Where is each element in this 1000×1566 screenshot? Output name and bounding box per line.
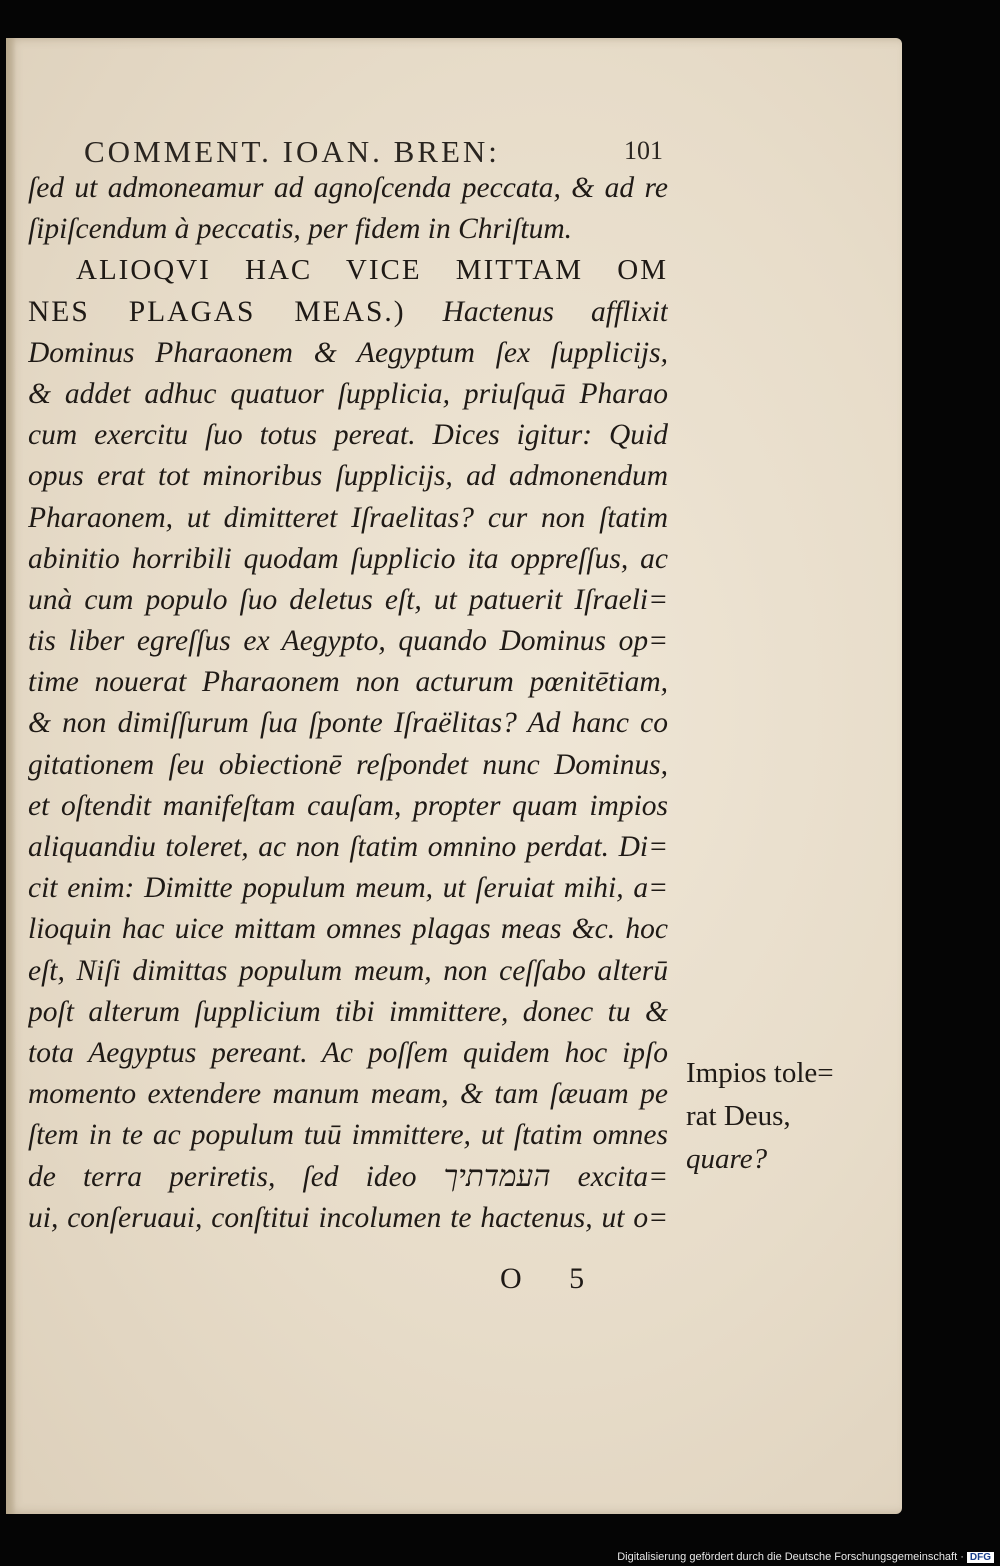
text-line: lioquin hac uice mittam omnes plagas meas &c. hoc [28, 913, 668, 946]
text-line: de terra periretis, ſed ideo העמדתיך excita= [28, 1160, 668, 1193]
marginal-note [686, 1052, 856, 1181]
text-line: momento extendere manum meam, & tam ſæuam pe [28, 1078, 668, 1111]
text-line: tis liber egreſſus ex Aegypto, quando Dominus op= [28, 625, 668, 658]
lemma-caps: NES PLAGAS MEAS.) [28, 295, 406, 328]
text-line: abinitio horribili quodam ſupplicio ita oppreſſus, ac [28, 542, 668, 575]
text-line: poſt alterum ſupplicium tibi immittere, donec tu & [28, 995, 668, 1028]
text-line: time nouerat Pharaonem non acturum pœnitētiam, [28, 666, 668, 699]
page-gutter-shadow [6, 38, 16, 1514]
text-line: tota Aegyptus pereant. Ac poſſem quidem hoc ipſo [28, 1036, 668, 1069]
text-line: ſtem in te ac populum tuū immittere, ut ſtatim omnes [28, 1119, 668, 1152]
text-line: ALIOQVI HAC VICE MITTAM OM [76, 254, 668, 287]
text-line: eſt, Niſi dimittas populum meum, non ceſſabo alterū [28, 954, 668, 987]
text-line: et oſtendit manifeſtam cauſam, propter quam impios [28, 789, 668, 822]
text-line: unà cum populo ſuo deletus eſt, ut patuerit Iſraeli= [28, 583, 668, 616]
marginal-note-line: Impios tole= [686, 1057, 834, 1089]
text-line: ſipiſcendum à peccatis, per fidem in Chriſtum. [28, 213, 573, 246]
dfg-logo-icon: DFG [967, 1552, 994, 1563]
text-line: gitationem ſeu obiectionē reſpondet nunc Dominus, [28, 748, 668, 781]
text-line: Pharaonem, ut dimitteret Iſraelitas? cur non ſtatim [28, 501, 668, 534]
text-line: ſed ut admoneamur ad agnoſcenda peccata, & ad re [28, 172, 668, 204]
text-line: cum exercitu ſuo totus pereat. Dices igitur: Quid [28, 419, 668, 452]
marginal-note-line: quare? [686, 1143, 768, 1175]
folio-number: 101 [624, 136, 663, 165]
text-line: ui, conſeruaui, conſtitui incolumen te hactenus, ut o= [28, 1201, 668, 1234]
signature-mark: O 5 [500, 1262, 605, 1295]
text-line: aliquandiu toleret, ac non ſtatim omnino perdat. Di= [28, 831, 668, 863]
text-line: & addet adhuc quatuor ſupplicia, priuſquā Pharao [28, 377, 668, 410]
marginal-note-line: rat Deus, [686, 1100, 791, 1132]
running-head-title: COMMENT. IOAN. BREN: [84, 134, 500, 169]
footer-credit: Digitalisierung gefördert durch die Deutsche Forschungsgemeinschaft · [617, 1551, 964, 1563]
text-line: Dominus Pharaonem & Aegyptum ſex ſupplicijs, [28, 336, 668, 369]
text-line [28, 292, 668, 333]
text-line: opus erat tot minoribus ſupplicijs, ad admonendum [28, 460, 668, 493]
digitization-footer [617, 1551, 994, 1563]
body-text [28, 168, 668, 1239]
text-line: & non dimiſſurum ſua ſponte Iſraëlitas? Ad hanc co [28, 707, 668, 740]
lemma-continuation: Hactenus afflixit [442, 295, 668, 328]
text-line: cit enim: Dimitte populum meum, ut ſeruiat mihi, a= [28, 872, 668, 905]
